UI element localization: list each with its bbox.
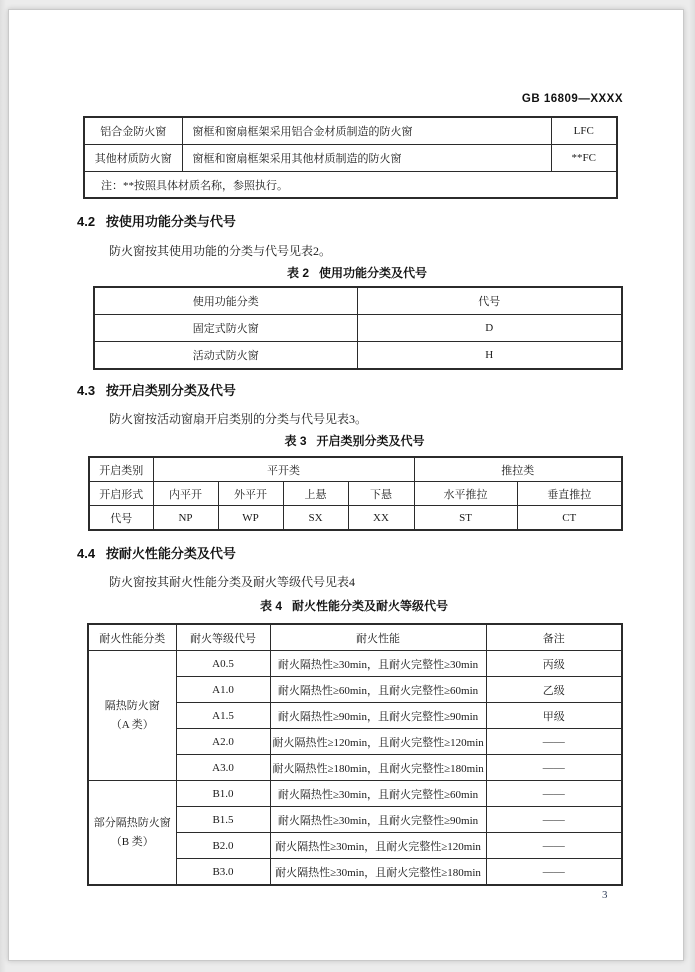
material-name-cell: 其他材质防火窗: [84, 145, 182, 172]
performance-cell: 耐火隔热性≥90min，且耐火完整性≥90min: [270, 703, 486, 729]
performance-cell: 耐火隔热性≥120min，且耐火完整性≥120min: [270, 729, 486, 755]
remark-cell: ——: [486, 781, 622, 807]
category-cell: [88, 781, 176, 886]
table-header-row: [88, 624, 622, 651]
table-row: [89, 506, 622, 531]
section-heading-4-2: 4.2 按使用功能分类与代号: [77, 214, 236, 229]
section-body-4-3: 防火窗按活动窗扇开启类别的分类与代号见表3。: [109, 412, 368, 426]
grade-cell: A1.0: [176, 677, 270, 703]
grade-cell: B1.0: [176, 781, 270, 807]
opening-type-table: [88, 456, 623, 531]
header-cell: 耐火等级代号: [176, 624, 270, 651]
material-classification-table: [83, 116, 618, 199]
table-header-row: [89, 457, 622, 482]
table-row: [84, 145, 617, 172]
opening-form-cell: 垂直推拉: [517, 482, 622, 506]
table-header-row: [94, 287, 622, 315]
header-cell: 耐火性能: [270, 624, 486, 651]
opening-form-cell: 外平开: [218, 482, 283, 506]
group-header-cell: 平开类: [153, 457, 414, 482]
table-row: [94, 342, 622, 370]
grade-cell: A0.5: [176, 651, 270, 677]
performance-cell: 耐火隔热性≥180min，且耐火完整性≥180min: [270, 755, 486, 781]
standard-code-header: GB 16809—XXXX: [521, 93, 623, 105]
remark-cell: ——: [486, 859, 622, 886]
category-class: （A 类）: [110, 718, 154, 731]
table-row: [94, 315, 622, 342]
usage-type-cell: 固定式防火窗: [94, 315, 357, 342]
remark-cell: 甲级: [486, 703, 622, 729]
usage-code-cell: D: [357, 315, 622, 342]
table-row: [89, 482, 622, 506]
remark-cell: ——: [486, 807, 622, 833]
group-header-cell: 推拉类: [414, 457, 622, 482]
usage-type-cell: 活动式防火窗: [94, 342, 357, 370]
performance-cell: 耐火隔热性≥30min，且耐火完整性≥120min: [270, 833, 486, 859]
row-label-cell: 代号: [89, 506, 153, 531]
opening-code-cell: WP: [218, 506, 283, 531]
corner-label-cell: 开启类别: [89, 457, 153, 482]
table4-caption: 表 4 耐火性能分类及耐火等级代号: [259, 599, 448, 613]
document-page: [8, 9, 684, 961]
usage-code-cell: H: [357, 342, 622, 370]
usage-function-table: [93, 286, 623, 370]
material-code-cell: LFC: [551, 117, 617, 145]
table-note-row: [84, 172, 617, 199]
opening-form-cell: 下悬: [348, 482, 414, 506]
header-cell: 备注: [486, 624, 622, 651]
grade-cell: B1.5: [176, 807, 270, 833]
table2-caption: 表 2 使用功能分类及代号: [286, 266, 427, 280]
table3-caption: 表 3 开启类别分类及代号: [284, 434, 425, 448]
section-body-4-4: 防火窗按其耐火性能分类及耐火等级代号见表4: [109, 575, 356, 589]
category-name: 部分隔热防火窗: [93, 816, 171, 829]
table-row: [88, 781, 622, 807]
performance-cell: 耐火隔热性≥60min，且耐火完整性≥60min: [270, 677, 486, 703]
category-class: （B 类）: [110, 835, 154, 848]
performance-cell: 耐火隔热性≥30min，且耐火完整性≥90min: [270, 807, 486, 833]
row-label-cell: 开启形式: [89, 482, 153, 506]
opening-code-cell: ST: [414, 506, 517, 531]
header-cell: 耐火性能分类: [88, 624, 176, 651]
page-number: 3: [602, 889, 608, 901]
grade-cell: A3.0: [176, 755, 270, 781]
material-desc-cell: 窗框和窗扇框架采用铝合金材质制造的防火窗: [182, 117, 551, 145]
performance-cell: 耐火隔热性≥30min，且耐火完整性≥30min: [270, 651, 486, 677]
opening-code-cell: XX: [348, 506, 414, 531]
opening-code-cell: NP: [153, 506, 218, 531]
material-desc-cell: 窗框和窗扇框架采用其他材质制造的防火窗: [182, 145, 551, 172]
material-code-cell: **FC: [551, 145, 617, 172]
opening-form-cell: 水平推拉: [414, 482, 517, 506]
grade-cell: A1.5: [176, 703, 270, 729]
remark-cell: 丙级: [486, 651, 622, 677]
table-note: 注：**按照具体材质名称，参照执行。: [84, 172, 617, 199]
opening-form-cell: 内平开: [153, 482, 218, 506]
table-row: [88, 651, 622, 677]
fire-resistance-table: [87, 623, 623, 886]
remark-cell: ——: [486, 833, 622, 859]
section-heading-4-3: 4.3 按开启类别分类及代号: [77, 383, 236, 398]
table-row: [84, 117, 617, 145]
header-cell: 使用功能分类: [94, 287, 357, 315]
opening-code-cell: CT: [517, 506, 622, 531]
category-name: 隔热防火窗: [104, 699, 160, 712]
category-cell: [88, 651, 176, 781]
grade-cell: B3.0: [176, 859, 270, 886]
opening-code-cell: SX: [283, 506, 348, 531]
header-cell: 代号: [357, 287, 622, 315]
remark-cell: ——: [486, 729, 622, 755]
grade-cell: A2.0: [176, 729, 270, 755]
section-heading-4-4: 4.4 按耐火性能分类及代号: [77, 546, 236, 561]
section-body-4-2: 防火窗按其使用功能的分类与代号见表2。: [109, 244, 332, 258]
grade-cell: B2.0: [176, 833, 270, 859]
remark-cell: 乙级: [486, 677, 622, 703]
performance-cell: 耐火隔热性≥30min，且耐火完整性≥60min: [270, 781, 486, 807]
performance-cell: 耐火隔热性≥30min，且耐火完整性≥180min: [270, 859, 486, 886]
opening-form-cell: 上悬: [283, 482, 348, 506]
remark-cell: ——: [486, 755, 622, 781]
material-name-cell: 铝合金防火窗: [84, 117, 182, 145]
